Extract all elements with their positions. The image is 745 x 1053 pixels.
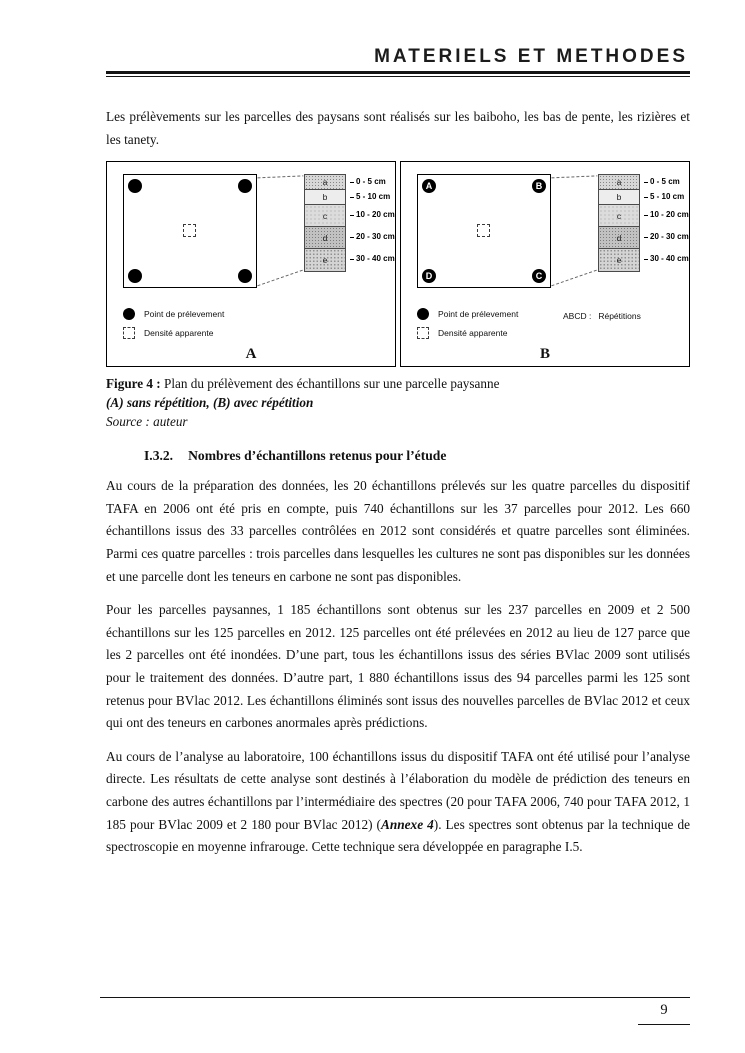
paragraph-3-text: Au cours de l’analyse au laboratoire, 100 échantillons issus du dispositif TAFA ont été utilisé pour l’analyse directe. Les résultats de cette analyse sont destinés à l’élaboration du modèle de prédiction des teneurs en carbone des autres échantillons par l’intermédiaire des spectres (20 pour TAFA 2006, 740 pour TAFA 2012, 1 185 pour BVlac 2009 et 2 180 pour BVlac 2012) ( [106, 748, 690, 832]
section-heading [144, 448, 690, 464]
sample-point-dot [128, 179, 142, 193]
sample-point-dot [238, 179, 252, 193]
depth-label: 30 - 40 cm [644, 254, 689, 263]
depth-label: 10 - 20 cm [644, 210, 689, 219]
corner-letter: D [425, 270, 433, 281]
depth-label: 0 - 5 cm [350, 177, 386, 186]
page-content [106, 46, 690, 859]
sample-point-dot [128, 269, 142, 283]
soil-layer-d: d [305, 227, 345, 249]
repetitions-label: ABCD : [563, 311, 592, 322]
corner-letter: B [535, 180, 543, 191]
paragraph-1: Au cours de la préparation des données, les 20 échantillons prélevés sur les quatre parcelles du dispositif TAFA en 2006 ont été pris en compte, puis 740 échantillons sur les 37 parcelles pour 2012. Les 660 échantillons issus des 33 parcelles contrôlées en 2012 sont considérés et quatre parcelles sont éliminées. Parmi ces quatre parcelles : trois parcelles dans lesquelles les cultures ne sont pas disponibles sur les données et une parcelle dont les teneurs en carbone ne sont pas disponibles. [106, 478, 690, 584]
corner-letter: C [535, 270, 543, 281]
depth-label: 5 - 10 cm [644, 192, 684, 201]
legend-row-density [417, 327, 518, 339]
legend-density-label: Densité apparente [438, 328, 508, 339]
sample-point-dot-c [532, 269, 546, 283]
figure-4 [106, 161, 690, 367]
figure-legend [417, 308, 518, 346]
footer-rule [100, 997, 690, 998]
caption-title: Plan du prélèvement des échantillons sur une parcelle paysanne [160, 376, 500, 392]
depth-label: 5 - 10 cm [350, 192, 390, 201]
soil-layer-c: c [599, 205, 639, 227]
figure-caption [106, 374, 690, 431]
figure-number: Figure 4 : [106, 376, 161, 392]
intro-paragraph: Les prélèvements sur les parcelles des paysans sont réalisés sur les baiboho, les bas de pente, les rizières et les tanety. [106, 109, 690, 147]
soil-column [598, 174, 640, 272]
depth-labels [644, 174, 690, 274]
page-footer [100, 997, 690, 1025]
figure-legend [123, 308, 224, 346]
sample-point-dot-d [422, 269, 436, 283]
depth-label: 30 - 40 cm [350, 254, 395, 263]
soil-layer-c: c [305, 205, 345, 227]
section-title: Nombres d’échantillons retenus pour l’étude [188, 448, 447, 464]
point-symbol-icon [123, 308, 135, 320]
bulk-density-marker [183, 224, 196, 237]
depth-label: 20 - 30 cm [350, 232, 395, 241]
figure-panel-a [106, 161, 396, 367]
depth-label: 0 - 5 cm [644, 177, 680, 186]
legend-row-point [123, 308, 224, 320]
sample-point-dot-a [422, 179, 436, 193]
density-symbol-icon [417, 327, 429, 339]
page-number: 9 [638, 998, 690, 1025]
header-rule-thin [106, 76, 690, 77]
legend-row-point [417, 308, 518, 320]
soil-layer-a: a [599, 175, 639, 190]
paragraph-3-text-end: ). Les spectres sont obtenus par la technique de spectroscopie en moyenne infrarouge. Cette technique sera développée en paragraphe I.5. [106, 816, 691, 855]
sample-point-dot-b [532, 179, 546, 193]
header-rule-thick [106, 71, 690, 74]
annexe-reference: Annexe 4 [381, 816, 434, 832]
soil-layer-d: d [599, 227, 639, 249]
caption-subtitle: (A) sans répétition, (B) avec répétition [106, 395, 314, 411]
bulk-density-marker [477, 224, 490, 237]
depth-label: 10 - 20 cm [350, 210, 395, 219]
caption-source: Source : auteur [106, 414, 188, 430]
section-number: I.3.2. [144, 448, 174, 464]
point-symbol-icon [417, 308, 429, 320]
depth-label: 20 - 30 cm [644, 232, 689, 241]
repetitions-note [563, 311, 641, 321]
soil-layer-e: e [305, 249, 345, 271]
figure-panel-b [400, 161, 690, 367]
caption-line-1 [106, 374, 690, 393]
plot-square [417, 174, 551, 288]
soil-layer-b: b [305, 190, 345, 205]
legend-density-label: Densité apparente [144, 328, 214, 339]
plot-square [123, 174, 257, 288]
density-symbol-icon [123, 327, 135, 339]
repetitions-value: Répétitions [598, 311, 641, 322]
legend-point-label: Point de prélevement [144, 309, 225, 320]
paragraph-3 [106, 746, 690, 859]
panel-a-letter: A [245, 346, 257, 363]
sample-point-dot [238, 269, 252, 283]
soil-column [304, 174, 346, 272]
paragraph-2: Pour les parcelles paysannes, 1 185 échantillons sont obtenus sur les 237 parcelles en 2009 et 2 500 échantillons sur les 125 parcelles en 2012. 125 parcelles ont été prélevées en 2012 au lieu de 127 parce que les 2 parcelles ont été inondées. D’une part, tous les échantillons issus des séries BVlac 2009 sont utilisés pour le traitement des données. D’autre part, 1 880 échantillons issus des 94 parcelles parmi les 125 sont retenus pour BVlac 2012. Les échantillons éliminés sont issus des nouvelles parcelles de BVlac 2012 et ceux qui ont des teneurs en carbones anormales après prédictions. [106, 602, 690, 731]
soil-layer-e: e [599, 249, 639, 271]
panel-b-letter: B [539, 346, 550, 363]
legend-point-label: Point de prélevement [438, 309, 519, 320]
legend-row-density [123, 327, 224, 339]
page-header-title: MATERIELS ET METHODES [374, 46, 688, 67]
depth-labels [350, 174, 396, 274]
soil-layer-a: a [305, 175, 345, 190]
soil-layer-b: b [599, 190, 639, 205]
corner-letter: A [425, 180, 433, 191]
